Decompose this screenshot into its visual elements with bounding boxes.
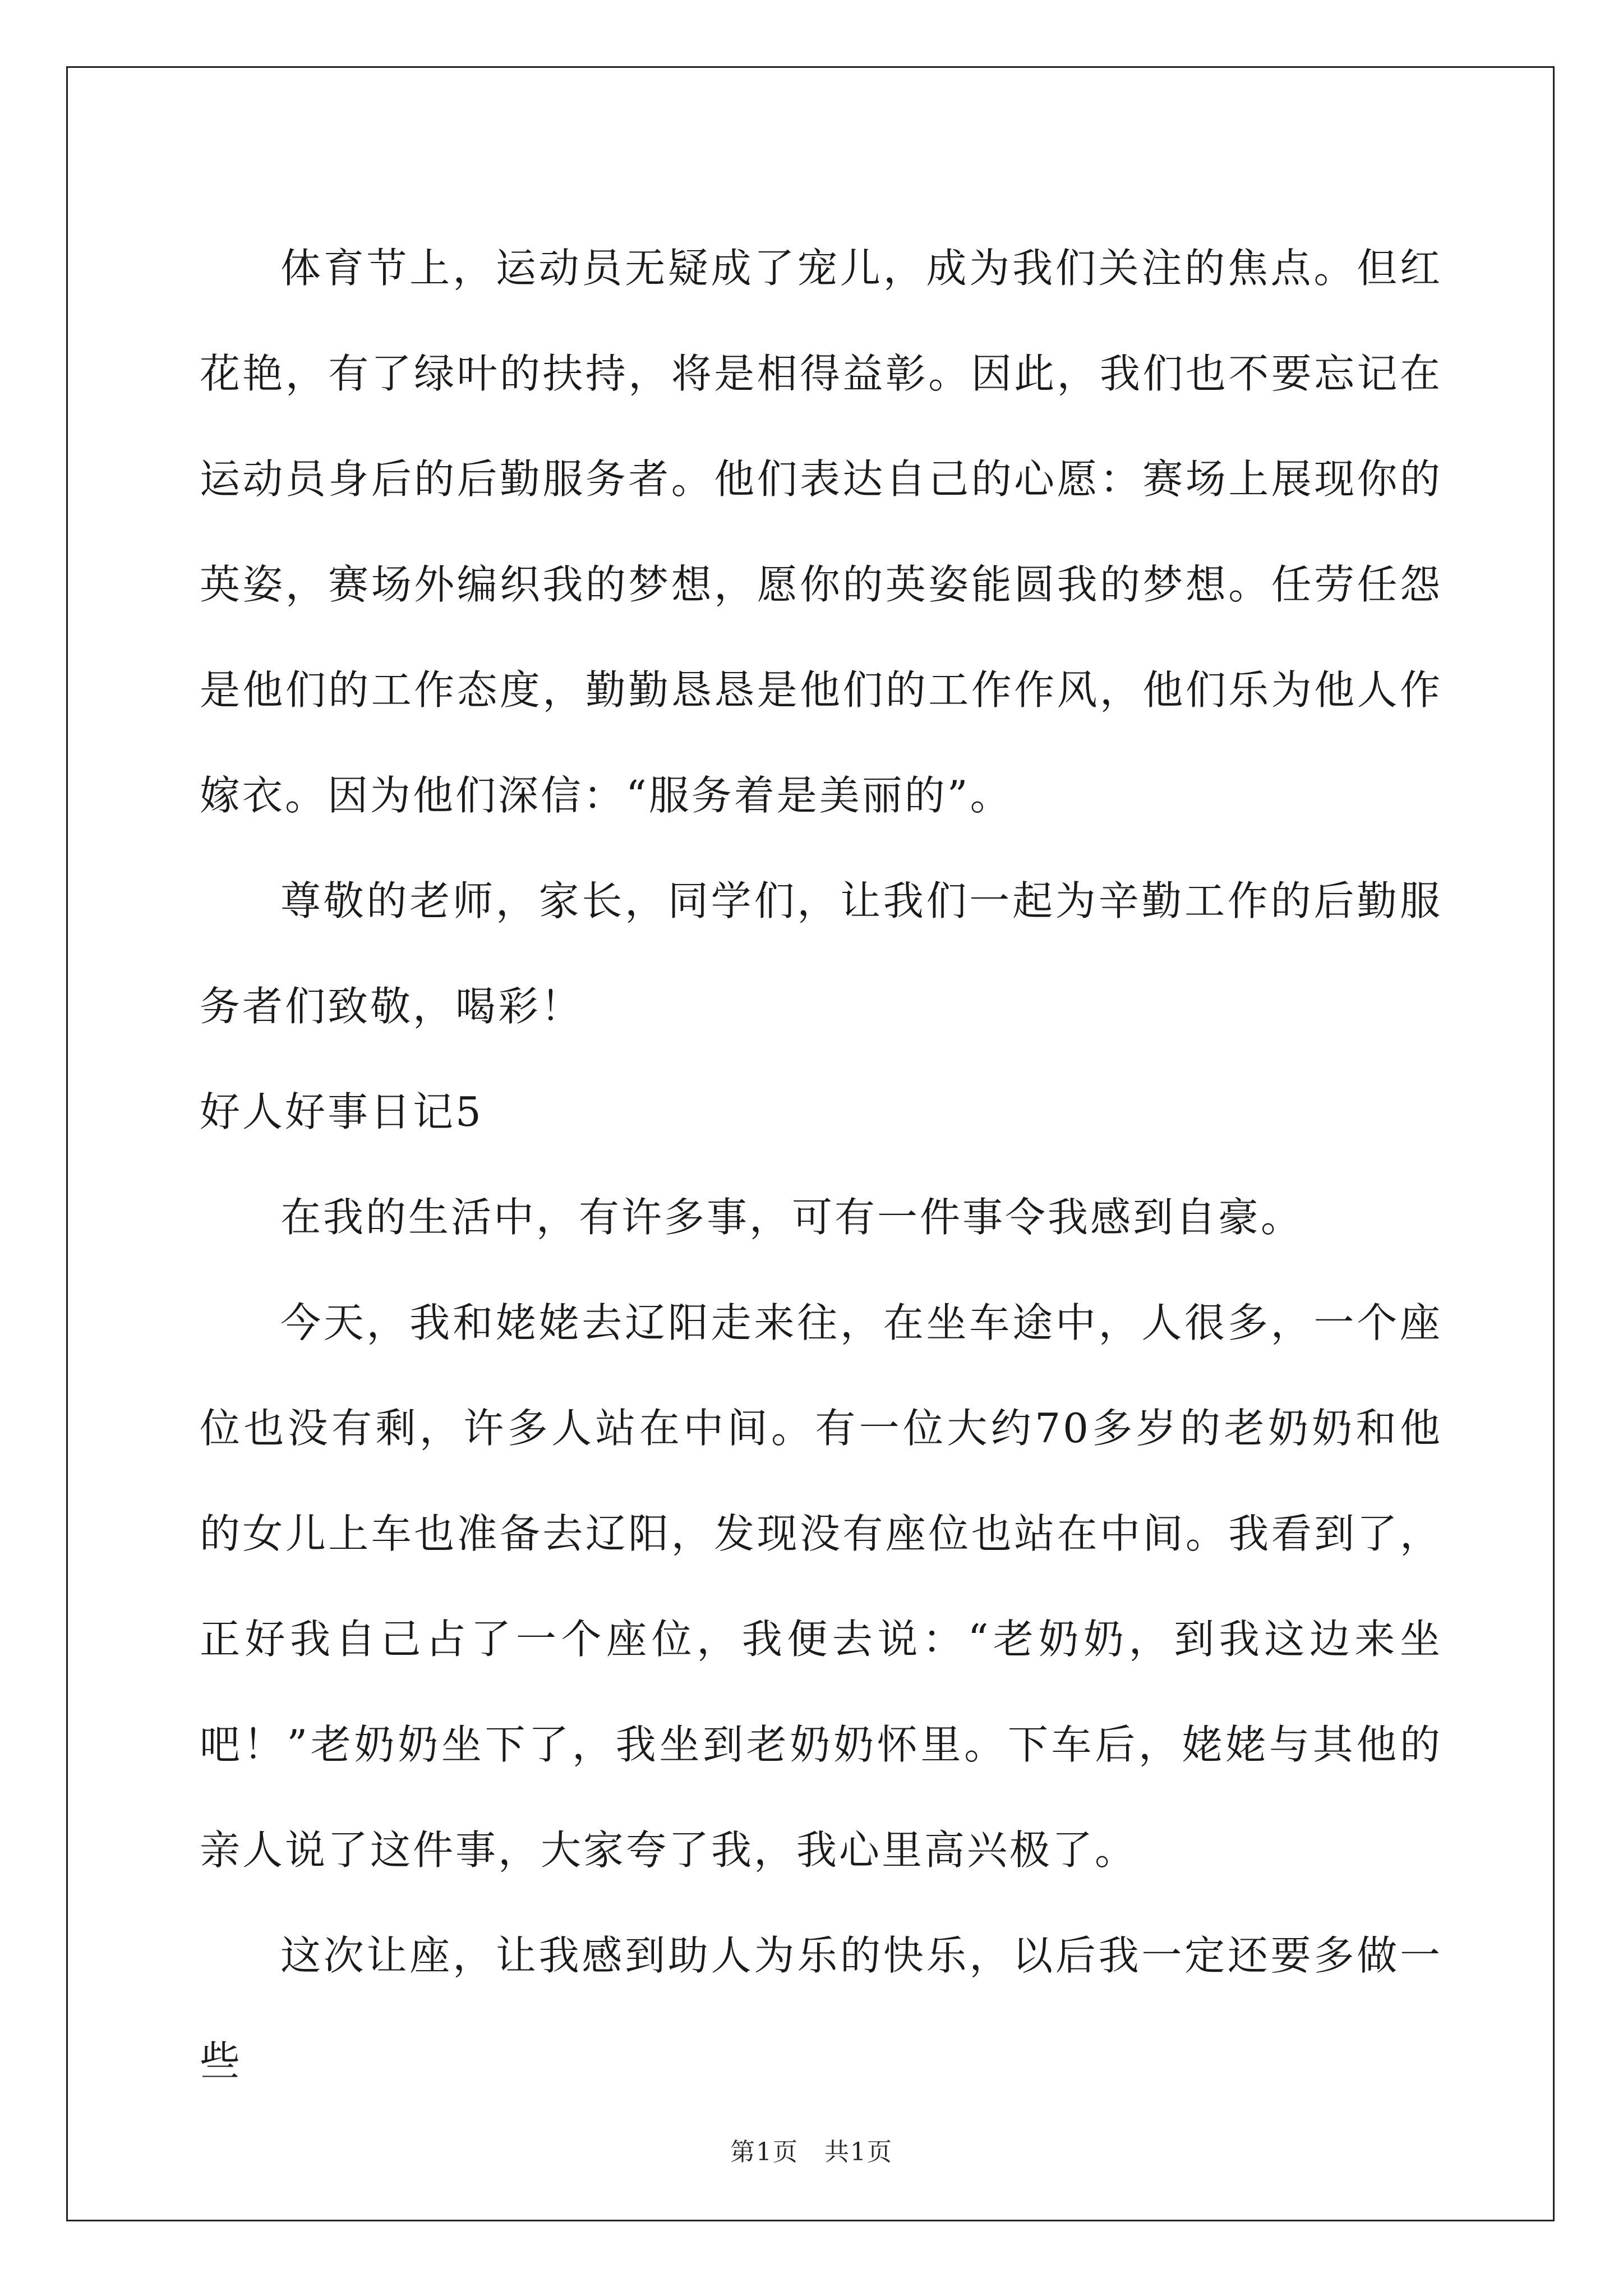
paragraph-sports-festival: 体育节上，运动员无疑成了宠儿，成为我们关注的焦点。但红花艳，有了绿叶的扶持，将是相得益彰。因此，我们也不要忘记在运动员身后的后勤服务者。他们表达自己的心愿：赛场上展现你的英姿，赛场外编织我的梦想，愿你的英姿能圆我的梦想。任劳任怨是他们的工作态度，勤勤恳恳是他们的工作作风，他们乐为他人作嫁衣。因为他们深信：“服务着是美丽的”。 bbox=[200, 245, 1442, 819]
page-number-footer: 第1页 共1页 bbox=[730, 2138, 893, 2166]
paragraph-conclusion: 这次让座，让我感到助人为乐的快乐，以后我一定还要多做一些 bbox=[200, 1932, 1442, 2085]
document-body bbox=[200, 215, 1442, 2114]
paragraph-salute: 尊敬的老师，家长，同学们，让我们一起为辛勤工作的后勤服务者们致敬，喝彩！ bbox=[200, 877, 1442, 1030]
paragraph-intro: 在我的生活中，有许多事，可有一件事令我感到自豪。 bbox=[280, 1194, 1304, 1241]
paragraph-bus-story: 今天，我和姥姥去辽阳走来往，在坐车途中，人很多，一个座位也没有剩，许多人站在中间。有一位大约70多岁的老奶奶和他的女儿上车也准备去辽阳，发现没有座位也站在中间。我看到了，正好我自己占了一个座位，我便去说：“老奶奶，到我这边来坐吧！”老奶奶坐下了，我坐到老奶奶怀里。下车后，姥姥与其他的亲人说了这件事，大家夸了我，我心里高兴极了。 bbox=[200, 1299, 1442, 1874]
section-heading: 好人好事日记5 bbox=[200, 1088, 483, 1135]
